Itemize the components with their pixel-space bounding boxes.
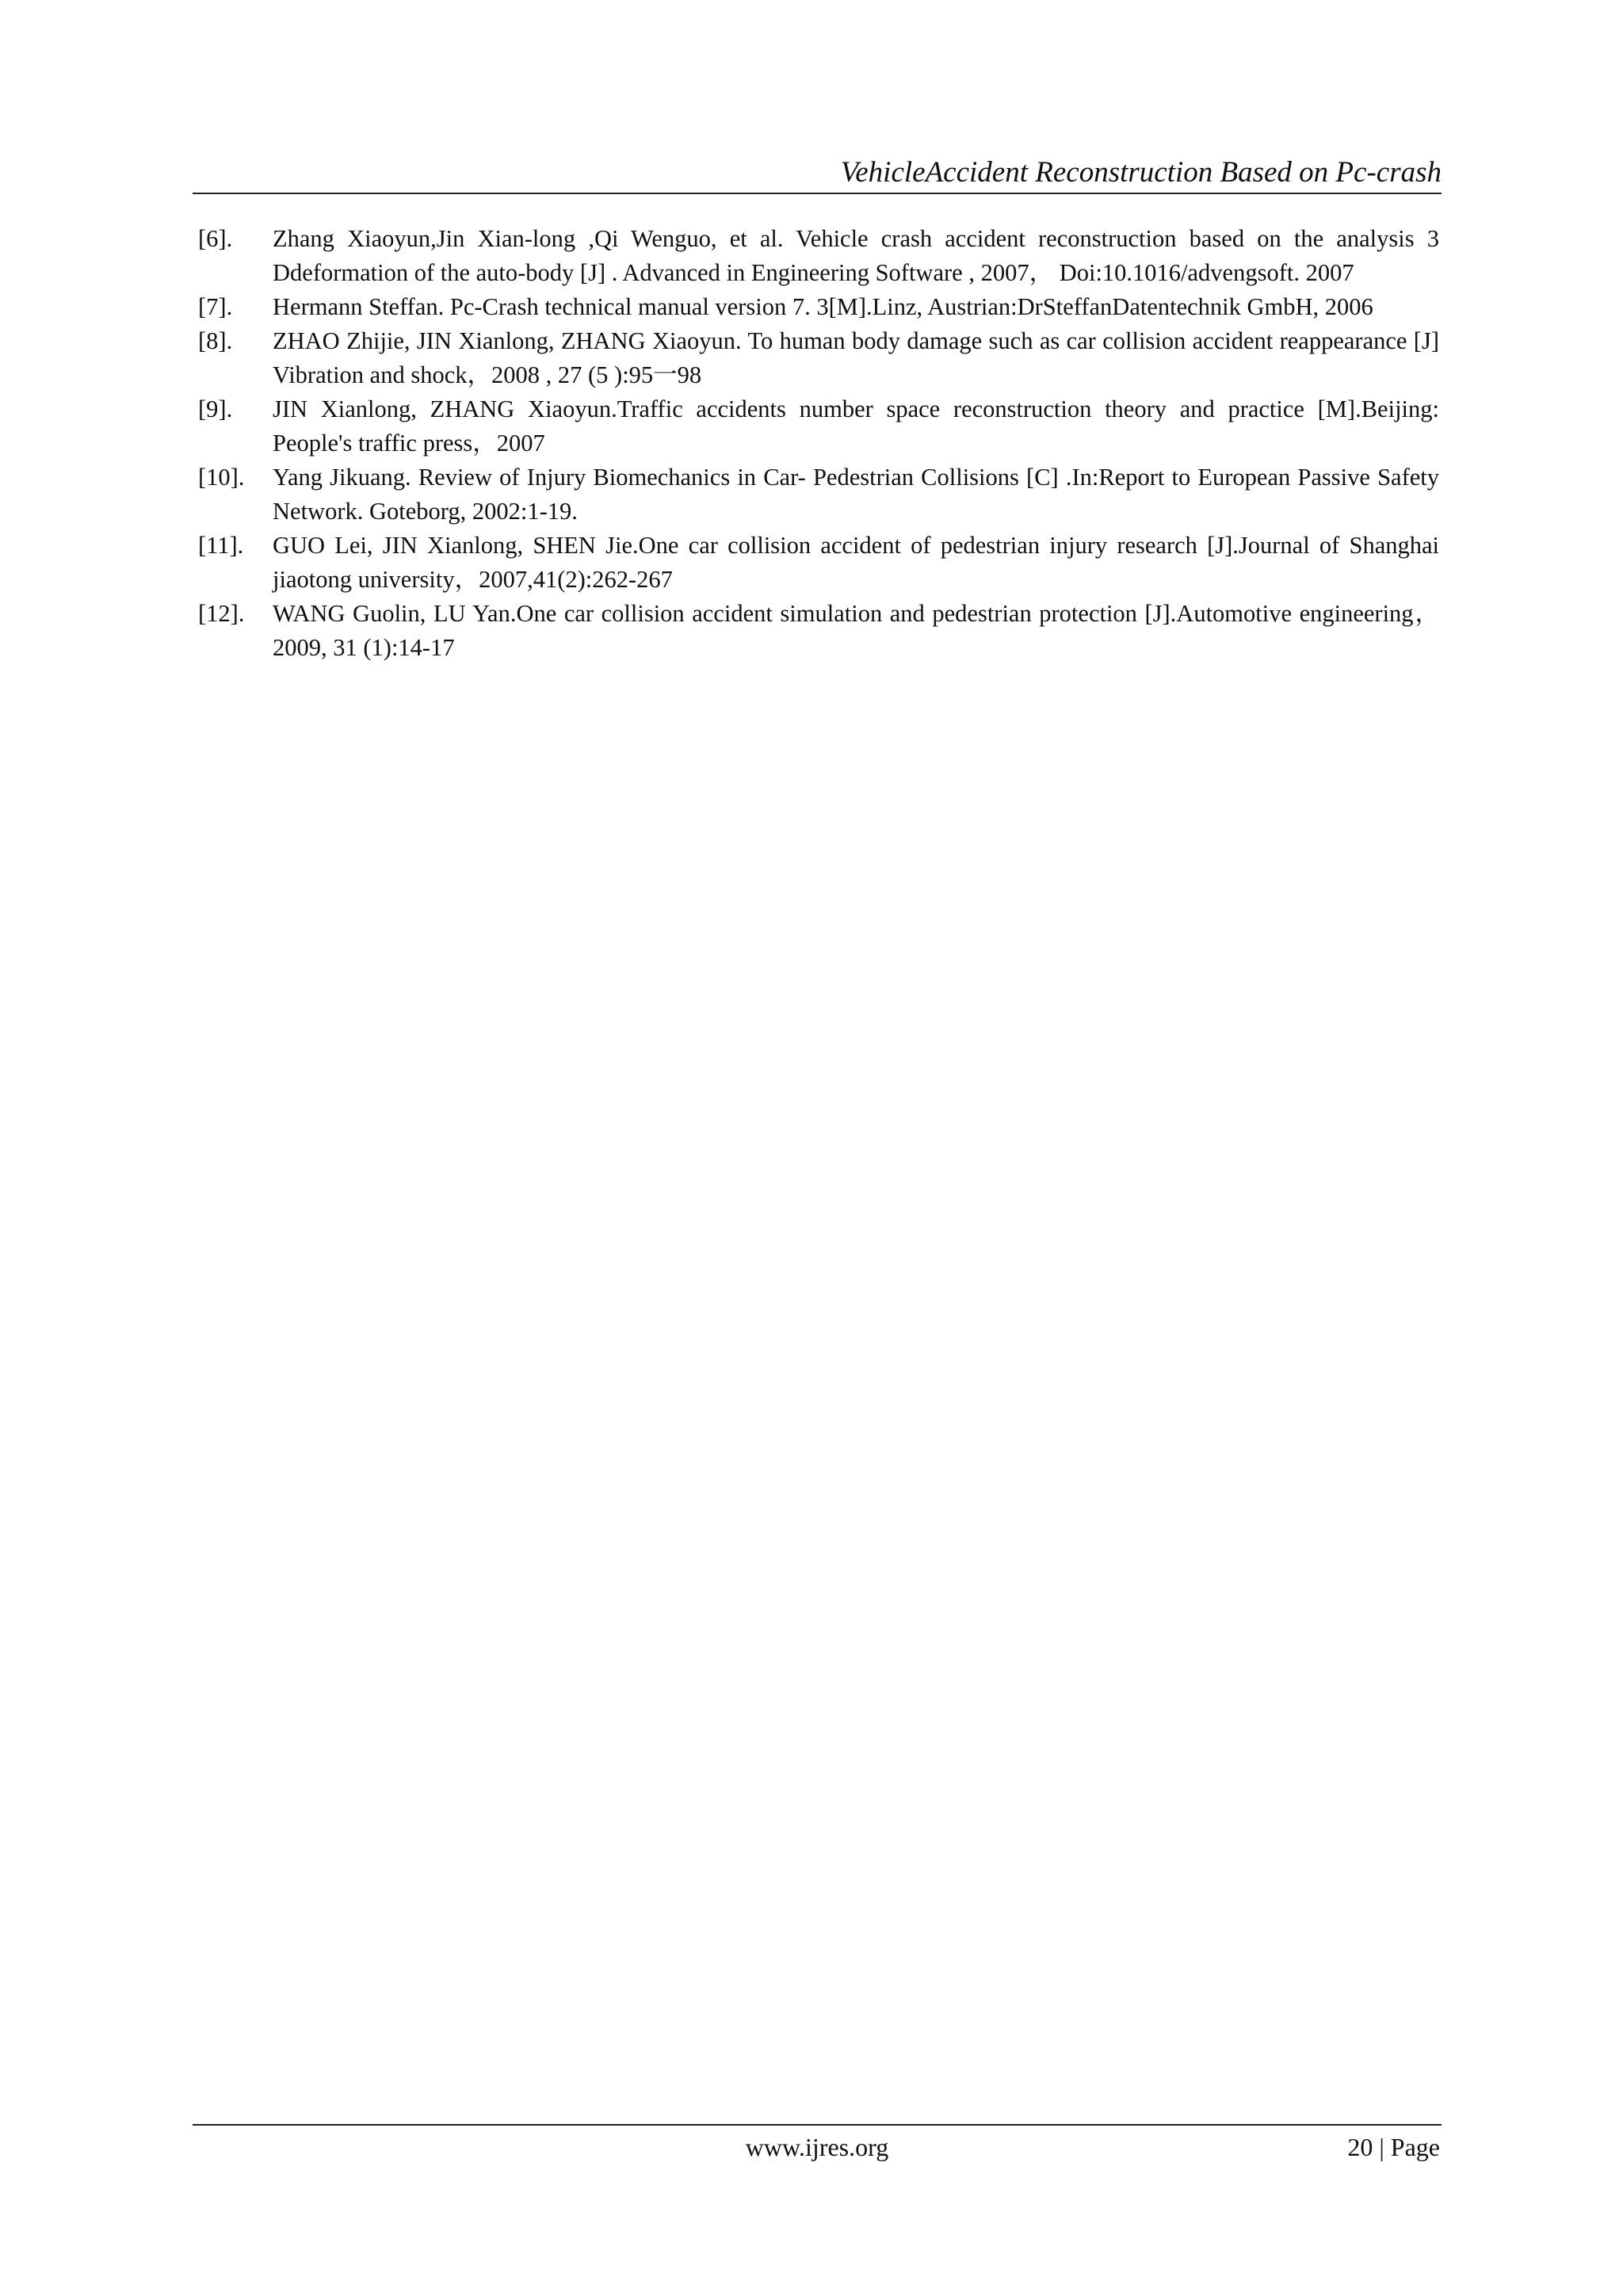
reference-text: Yang Jikuang. Review of Injury Biomechanics in Car- Pedestrian Collisions [C] .In:Report to European Passive Safety Network. Goteborg, 2002:1-19.: [273, 464, 1439, 525]
reference-item: [198, 222, 1439, 290]
page-number: 20 | Page: [1347, 2133, 1440, 2161]
reference-item: [198, 290, 1439, 324]
footer-url: www.ijres.org: [745, 2133, 889, 2161]
reference-text: GUO Lei, JIN Xianlong, SHEN Jie.One car collision accident of pedestrian injury research [J].Journal of Shanghai jiaotong university，2007,41(2):262-267: [273, 532, 1439, 593]
reference-number: [9].: [198, 395, 233, 422]
reference-item: [198, 597, 1439, 665]
reference-item: [198, 529, 1439, 597]
reference-text: ZHAO Zhijie, JIN Xianlong, ZHANG Xiaoyun. To human body damage such as car collision accident reappearance [J] Vibration and shock，2008 , 27 (5 ):95一98: [273, 327, 1439, 388]
header-divider: [193, 193, 1442, 194]
reference-item: [198, 392, 1439, 460]
reference-text: JIN Xianlong, ZHANG Xiaoyun.Traffic accidents number space reconstruction theory and practice [M].Beijing: People's traffic press，2007: [273, 395, 1439, 457]
reference-number: [11].: [198, 532, 244, 559]
reference-number: [10].: [198, 464, 245, 491]
reference-text: Hermann Steffan. Pc-Crash technical manual version 7. 3[M].Linz, Austrian:DrSteffanDatentechnik GmbH, 2006: [273, 293, 1373, 320]
reference-item: [198, 324, 1439, 392]
footer-divider: [193, 2124, 1442, 2126]
reference-item: [198, 460, 1439, 529]
reference-text: Zhang Xiaoyun,Jin Xian-long ,Qi Wenguo, et al. Vehicle crash accident reconstruction based on the analysis 3 Ddeformation of the auto-body [J] . Advanced in Engineering Software , 2007， Doi:10.1016/advengsoft. 2007: [273, 225, 1439, 286]
reference-text: WANG Guolin, LU Yan.One car collision accident simulation and pedestrian protection [J].Automotive engineering，2009, 31 (1):14-17: [273, 600, 1439, 661]
reference-list: [198, 222, 1439, 665]
running-header: VehicleAccident Reconstruction Based on Pc-crash: [840, 156, 1442, 189]
reference-number: [8].: [198, 327, 233, 354]
reference-number: [6].: [198, 225, 233, 252]
reference-number: [7].: [198, 293, 233, 320]
reference-number: [12].: [198, 600, 245, 627]
